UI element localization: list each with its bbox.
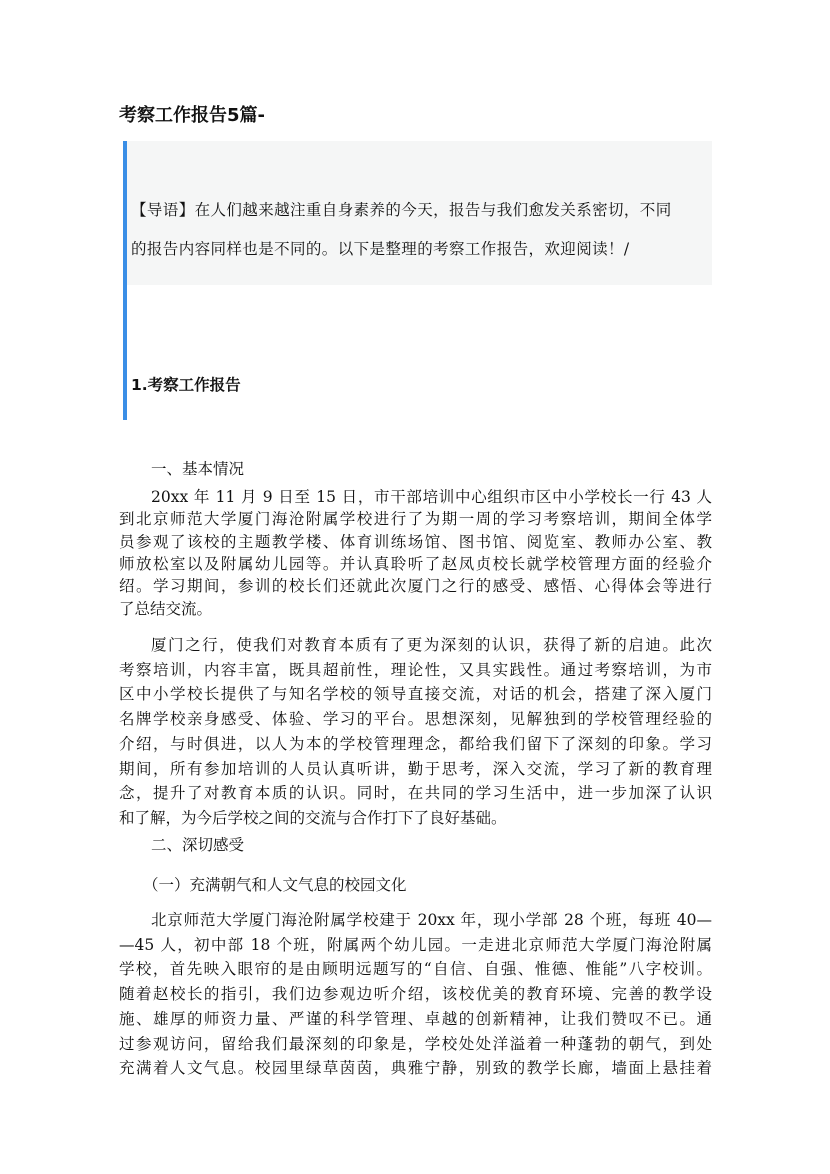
part2-subheading: （一）充满朝气和人文气息的校园文化 bbox=[143, 876, 407, 894]
part2-heading: 二、深切感受 bbox=[151, 836, 245, 854]
paragraph-line: 充满着人文气息。校园里绿草茵茵，典雅宁静，别致的教学长廊，墙面上悬挂着 bbox=[119, 1059, 712, 1078]
paragraph-line: 施、雄厚的师资力量、严谨的科学管理、卓越的创新精神，让我们赞叹不已。通 bbox=[119, 1009, 712, 1028]
paragraph-line: 随着赵校长的指引，我们边参观边听介绍，该校优美的教育环境、完善的教学设 bbox=[119, 985, 712, 1004]
paragraph-line: 北京师范大学厦门海沧附属学校建于 20xx 年，现小学部 28 个班，每班 40— bbox=[151, 911, 712, 929]
paragraph-line: 绍。学习期间，参训的校长们还就此次厦门之行的感受、感悟、心得体会等进行 bbox=[119, 577, 712, 596]
paragraph-line: 名牌学校亲身感受、体验、学习的平台。思想深刻，见解独到的学校管理经验的 bbox=[119, 710, 712, 729]
paragraph-line: 厦门之行，使我们对教育本质有了更为深刻的认识，获得了新的启迪。此次 bbox=[151, 636, 712, 654]
paragraph-line: 念，提升了对教育本质的认识。同时，在共同的学习生活中，进一步加深了认识 bbox=[119, 784, 712, 803]
section-heading: 1.考察工作报告 bbox=[131, 376, 241, 394]
paragraph-line: 期间，所有参加培训的人员认真听讲，勤于思考，深入交流，学习了新的教育理 bbox=[119, 759, 712, 778]
paragraph-line: 学校，首先映入眼帘的是由顾明远题写的“自信、自强、惟德、惟能”八字校训。 bbox=[119, 960, 712, 979]
part1-heading: 一、基本情况 bbox=[151, 460, 245, 478]
paragraph-line: 过参观访问，留给我们最深刻的印象是，学校处处洋溢着一种蓬勃的朝气，到处 bbox=[119, 1034, 712, 1053]
paragraph-line: 20xx 年 11 月 9 日至 15 日，市干部培训中心组织市区中小学校长一行 43 人 bbox=[151, 488, 712, 506]
intro-line: 【导语】在人们越来越注重自身素养的今天，报告与我们愈发关系密切，不同 bbox=[131, 201, 672, 219]
paragraph-line: —45 人，初中部 18 个班，附属两个幼儿园。一走进北京师范大学厦门海沧附属 bbox=[119, 935, 712, 954]
intro-line: 的报告内容同样也是不同的。以下是整理的考察工作报告，欢迎阅读！/ bbox=[131, 240, 630, 258]
document-title: 考察工作报告5篇- bbox=[119, 105, 265, 126]
paragraph-line: 师放松室以及附属幼儿园等。并认真聆听了赵凤贞校长就学校管理方面的经验介 bbox=[119, 554, 712, 573]
paragraph-line: 介绍，与时俱进，以人为本的学校管理理念，都给我们留下了深刻的印象。学习 bbox=[119, 734, 712, 753]
paragraph-line: 考察培训，内容丰富，既具超前性，理论性，又具实践性。通过考察培训，为市 bbox=[119, 660, 712, 679]
paragraph-line: 和了解，为今后学校之间的交流与合作打下了良好基础。 bbox=[119, 808, 507, 827]
paragraph-line: 区中小学校长提供了与知名学校的领导直接交流，对话的机会，搭建了深入厦门 bbox=[119, 685, 712, 704]
paragraph-line: 员参观了该校的主题教学楼、体育训练场馆、图书馆、阅览室、教师办公室、教 bbox=[119, 532, 712, 551]
paragraph-line: 了总结交流。 bbox=[119, 599, 213, 618]
paragraph-line: 到北京师范大学厦门海沧附属学校进行了为期一周的学习考察培训，期间全体学 bbox=[119, 510, 712, 529]
accent-bar bbox=[123, 141, 127, 420]
